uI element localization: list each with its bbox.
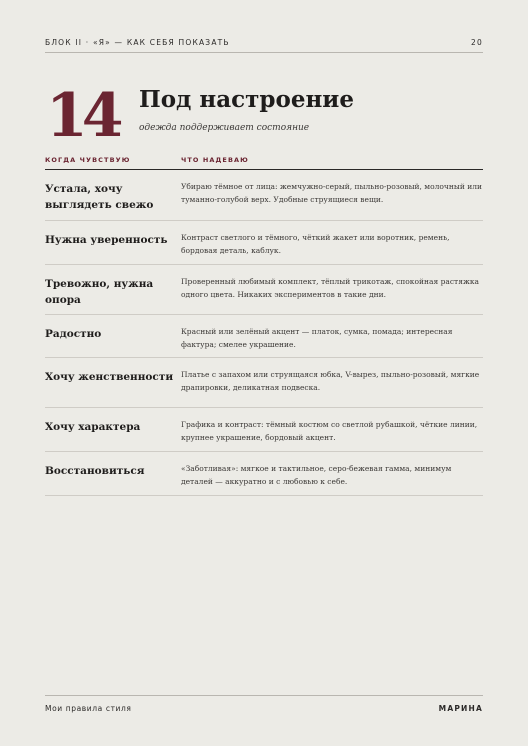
feeling-cell: Хочу женственности xyxy=(45,371,174,383)
running-header xyxy=(45,38,483,47)
feeling-cell: Тревожно, нужна опора xyxy=(45,278,154,306)
table-row xyxy=(45,221,483,265)
table-row xyxy=(45,265,483,315)
footer-divider xyxy=(45,695,483,696)
book-title: Мои правила стиля xyxy=(45,704,132,713)
outfit-cell: Убираю тёмное от лица: жемчужно-серый, пыльно-розовый, молочный или туманно-голубой верх. Удобные струящиеся вещи. xyxy=(181,182,483,204)
table-row xyxy=(45,408,483,452)
feeling-cell: Хочу характера xyxy=(45,421,141,433)
page-subtitle: одежда поддерживает состояние xyxy=(139,123,310,133)
outfit-cell: Графика и контраст: тёмный костюм со светлой рубашкой, чёткие линии, крупнее украшение, бордовый акцент. xyxy=(181,420,478,442)
outfit-cell: Контраст светлого и тёмного, чёткий жакет или воротник, ремень, бордовая деталь, каблук. xyxy=(181,233,450,255)
outfit-cell: Платье с запахом или струящаяся юбка, V-вырез, пыльно-розовый, мягкие драпировки, деликатная подвеска. xyxy=(181,370,480,392)
author-name: МАРИНА xyxy=(438,704,483,713)
table-row xyxy=(45,315,483,358)
outfit-cell: Проверенный любимый комплект, тёплый трикотаж, спокойная растяжка одного цвета. Никаких экспериментов в такие дни. xyxy=(181,277,480,299)
feeling-cell: Радостно xyxy=(45,328,102,340)
outfit-cell: «Заботливая»: мягкое и тактильное, серо-бежевая гамма, минимум деталей — аккуратно и с любовью к себе. xyxy=(181,464,452,486)
table-row xyxy=(45,358,483,408)
running-footer xyxy=(45,704,483,713)
page-title: Под настроение xyxy=(139,86,354,113)
header-divider xyxy=(45,52,483,53)
chapter-number: 14 xyxy=(46,81,118,151)
feeling-cell: Устала, хочу выглядеть свежо xyxy=(45,183,154,211)
table-row xyxy=(45,170,483,221)
outfit-cell: Красный или зелёный акцент — платок, сумка, помада; интересная фактура; смелее украшение. xyxy=(181,327,453,349)
column-header-wear: ЧТО НАДЕВАЮ xyxy=(181,156,249,164)
feeling-cell: Нужна уверенность xyxy=(45,234,168,246)
table-row xyxy=(45,452,483,496)
section-title: БЛОК II · «Я» — КАК СЕБЯ ПОКАЗАТЬ xyxy=(45,38,230,47)
feeling-cell: Восстановиться xyxy=(45,465,145,477)
page-number: 20 xyxy=(471,38,483,47)
column-header-feel: КОГДА ЧУВСТВУЮ xyxy=(45,156,131,164)
mood-table xyxy=(45,170,483,496)
